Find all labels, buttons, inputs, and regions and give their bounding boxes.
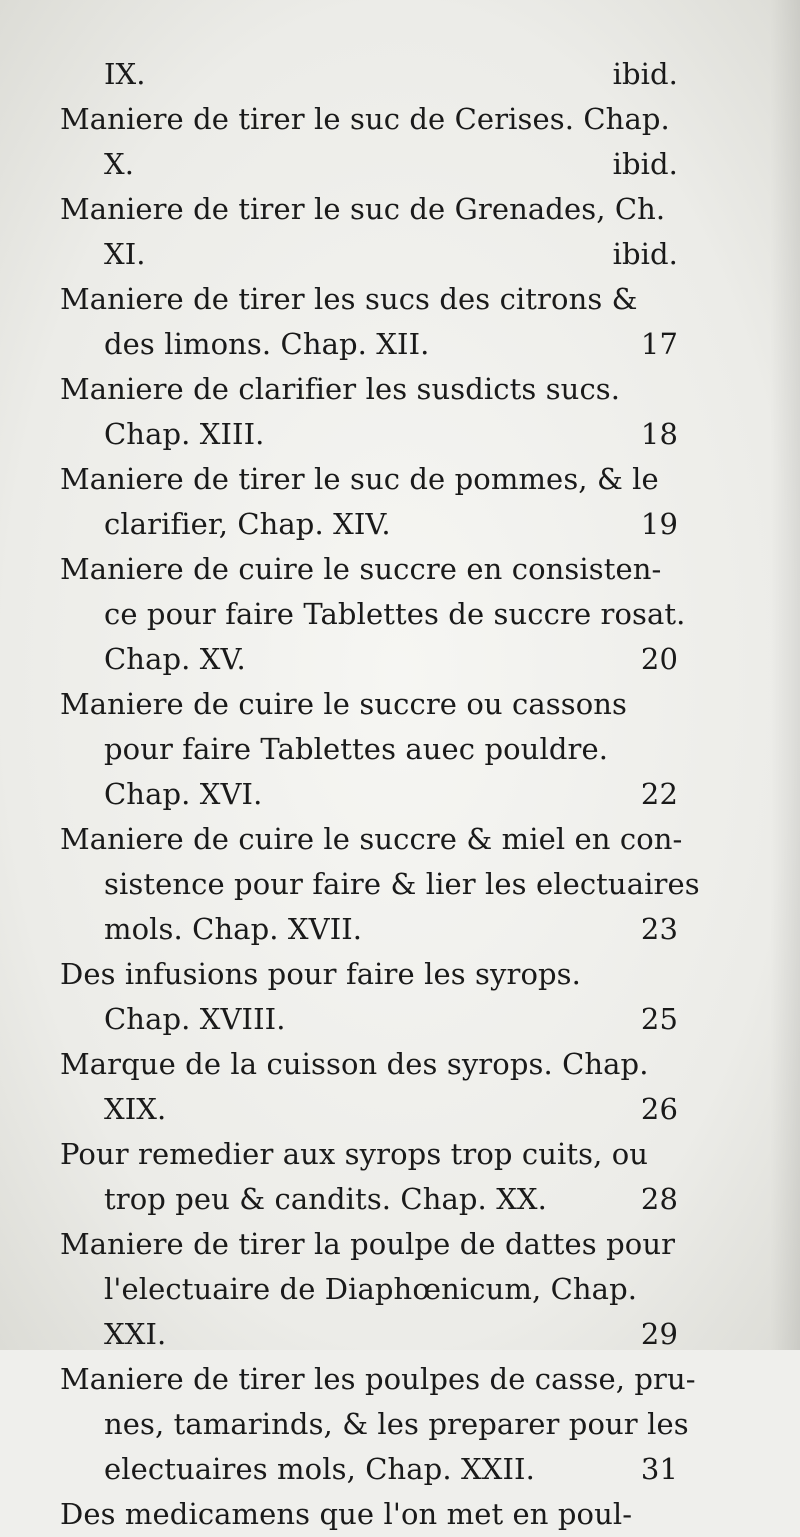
toc-page-number: 19 [640, 507, 678, 541]
toc-line-text: pour faire Tablettes auec pouldre. [104, 732, 609, 766]
toc-entry [60, 52, 678, 97]
toc-line [60, 547, 678, 592]
toc-line [60, 502, 678, 547]
toc-line [60, 97, 678, 142]
toc-entry [60, 682, 678, 817]
toc-entry [60, 952, 678, 1042]
toc-entry [60, 277, 678, 367]
toc-line-text: Des medicamens que l'on met en poul- [60, 1497, 633, 1531]
toc-line [60, 412, 678, 457]
toc-page-number: ibid. [612, 57, 678, 91]
toc-line [60, 1222, 678, 1267]
toc-entry [60, 1132, 678, 1222]
toc-line [60, 1087, 678, 1132]
table-of-contents [60, 52, 700, 1537]
toc-line-text: Maniere de cuire le succre & miel en con- [60, 822, 683, 856]
toc-line-text: mols. Chap. XVII. [104, 912, 363, 946]
toc-line [60, 1402, 689, 1447]
toc-line-text: XI. [104, 237, 146, 271]
toc-line-text: electuaires mols, Chap. XXII. [104, 1452, 535, 1486]
toc-page-number: 20 [640, 642, 678, 676]
toc-line [60, 772, 678, 817]
toc-page-number: 22 [640, 777, 678, 811]
toc-page-number: 26 [640, 1092, 678, 1126]
toc-line-text: Marque de la cuisson des syrops. Chap. [60, 1047, 649, 1081]
toc-line [60, 1492, 678, 1537]
toc-line-text: Chap. XV. [104, 642, 246, 676]
toc-line [60, 1447, 678, 1492]
toc-line-text: IX. [104, 57, 146, 91]
toc-line-text: Maniere de tirer les sucs des citrons & [60, 282, 638, 316]
toc-line [60, 1042, 678, 1087]
toc-entry [60, 97, 678, 187]
toc-line-text: XXI. [104, 1317, 167, 1351]
toc-entry [60, 187, 678, 277]
toc-line-text: trop peu & candits. Chap. XX. [104, 1182, 547, 1216]
toc-line [60, 952, 678, 997]
toc-line [60, 142, 678, 187]
toc-line-text: clarifier, Chap. XIV. [104, 507, 391, 541]
toc-line [60, 592, 686, 637]
toc-line [60, 1267, 678, 1312]
toc-line [60, 1177, 678, 1222]
toc-line-text: nes, tamarinds, & les preparer pour les [104, 1407, 689, 1441]
toc-line-text: Chap. XVIII. [104, 1002, 286, 1036]
toc-entry [60, 1222, 678, 1357]
toc-line-text: Maniere de tirer le suc de pommes, & le [60, 462, 659, 496]
toc-line-text: Maniere de tirer les poulpes de casse, pru- [60, 1362, 696, 1396]
toc-line [60, 322, 678, 367]
toc-line [60, 1132, 678, 1177]
toc-page-number: 23 [640, 912, 678, 946]
toc-entry [60, 817, 700, 952]
toc-line [60, 862, 700, 907]
toc-line-text: Maniere de cuire le succre ou cassons [60, 687, 628, 721]
toc-line [60, 52, 678, 97]
toc-line-text: Maniere de tirer le suc de Grenades, Ch. [60, 192, 666, 226]
toc-line [60, 277, 678, 322]
toc-line-text: X. [104, 147, 135, 181]
toc-line [60, 457, 678, 502]
toc-line-text: Chap. XVI. [104, 777, 263, 811]
toc-entry [60, 457, 678, 547]
toc-page-number: ibid. [612, 237, 678, 271]
toc-line-text: Pour remedier aux syrops trop cuits, ou [60, 1137, 649, 1171]
toc-line-text: sistence pour faire & lier les electuaires [104, 867, 700, 901]
toc-page-number: ibid. [612, 147, 678, 181]
toc-line [60, 817, 683, 862]
toc-line-text: Des infusions pour faire les syrops. [60, 957, 581, 991]
toc-entry [60, 367, 678, 457]
toc-entry [60, 1357, 696, 1492]
toc-page-number: 25 [640, 1002, 678, 1036]
toc-entry [60, 1042, 678, 1132]
toc-line [60, 187, 678, 232]
toc-line [60, 997, 678, 1042]
toc-line-text: Maniere de cuire le succre en consisten- [60, 552, 662, 586]
toc-entry [60, 547, 686, 682]
toc-line-text: des limons. Chap. XII. [104, 327, 430, 361]
toc-page-number: 17 [640, 327, 678, 361]
toc-line-text: XIX. [104, 1092, 167, 1126]
toc-line [60, 1312, 678, 1357]
toc-page-number: 18 [640, 417, 678, 451]
toc-line [60, 1357, 696, 1402]
toc-line-text: ce pour faire Tablettes de succre rosat. [104, 597, 686, 631]
toc-entry [60, 1492, 678, 1537]
page-edge-shadow [770, 0, 800, 1350]
toc-line [60, 232, 678, 277]
toc-line-text: Maniere de tirer le suc de Cerises. Chap. [60, 102, 670, 136]
toc-line [60, 727, 678, 772]
toc-line [60, 367, 678, 412]
toc-line [60, 637, 678, 682]
toc-line-text: Maniere de clarifier les susdicts sucs. [60, 372, 621, 406]
toc-page-number: 28 [640, 1182, 678, 1216]
toc-line-text: Chap. XIII. [104, 417, 265, 451]
toc-line-text: l'electuaire de Diaphœnicum, Chap. [104, 1272, 638, 1306]
toc-line [60, 907, 678, 952]
toc-page-number: 29 [640, 1317, 678, 1351]
toc-line-text: Maniere de tirer la poulpe de dattes pour [60, 1227, 676, 1261]
toc-line [60, 682, 678, 727]
toc-page-number: 31 [640, 1452, 678, 1486]
